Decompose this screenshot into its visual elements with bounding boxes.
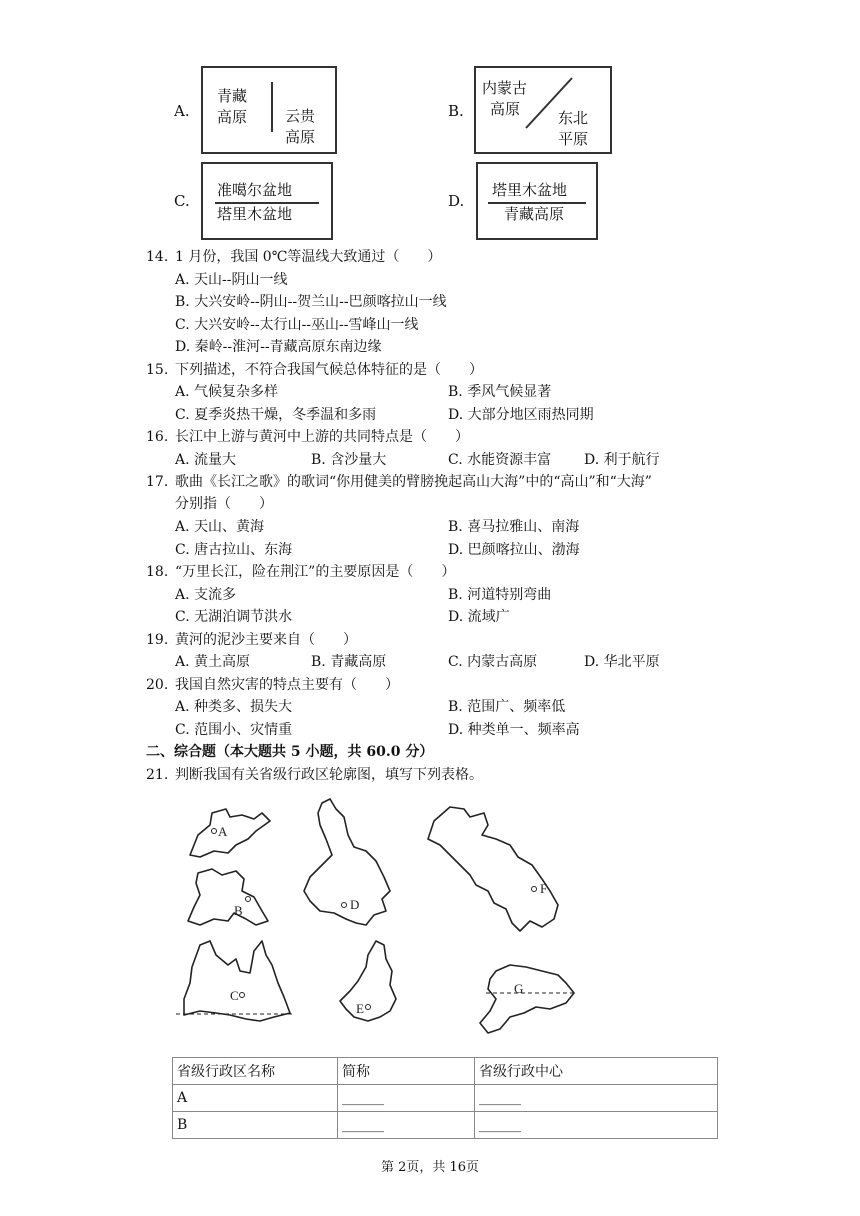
- q18-stem: “万里长江，险在荆江”的主要原因是（ ）: [175, 564, 456, 580]
- q20-stem: 我国自然灾害的特点主要有（ ）: [175, 677, 399, 693]
- q18-option-a: A. 支流多: [175, 587, 237, 603]
- q21-number: 21.: [146, 767, 169, 783]
- option-a-left-text-2: 高原: [217, 108, 248, 126]
- q21-table: [172, 1057, 718, 1139]
- q18-number: 18.: [146, 564, 169, 580]
- q20-option-b: B. 范围广、频率低: [448, 699, 566, 715]
- province-outline-g: [480, 965, 574, 1033]
- map-label-c: C: [230, 988, 239, 1003]
- province-outline-maps: [170, 795, 590, 1045]
- option-b-left-text-1: 内蒙古: [482, 79, 528, 97]
- table-header-row: [173, 1058, 718, 1085]
- q17-option-d: D. 巴颜喀拉山、渤海: [448, 542, 580, 558]
- table-cell-capital-blank[interactable]: ______: [475, 1085, 718, 1112]
- option-d-top-text: 塔里木盆地: [492, 181, 568, 199]
- option-b-right-text-2: 平原: [558, 130, 589, 148]
- q19-stem: 黄河的泥沙主要来自（ ）: [175, 632, 357, 648]
- option-d-label: D.: [448, 192, 465, 210]
- option-c-bottom-text: 塔里木盆地: [217, 205, 293, 223]
- q19-number: 19.: [146, 632, 169, 648]
- table-header-capital: 省级行政中心: [475, 1058, 718, 1085]
- table-cell-abbr-blank[interactable]: ______: [338, 1112, 475, 1139]
- option-a-divider: [271, 82, 273, 132]
- table-cell-name: B: [173, 1112, 338, 1139]
- option-a-right-text-2: 高原: [285, 128, 316, 146]
- q15-number: 15.: [146, 362, 169, 378]
- q20-option-d: D. 种类单一、频率高: [448, 722, 580, 738]
- q18-option-c: C. 无湖泊调节洪水: [175, 609, 293, 625]
- table-row: [173, 1085, 718, 1112]
- q18-option-b: B. 河道特别弯曲: [448, 587, 552, 603]
- table-cell-abbr-blank[interactable]: ______: [338, 1085, 475, 1112]
- q14-option-d: D. 秦岭--淮河--青藏高原东南边缘: [175, 339, 382, 355]
- option-a-diagram: [201, 66, 337, 154]
- q17-stem: 歌曲《长江之歌》的歌词“你用健美的臂膀挽起高山大海”中的“高山”和“大海”: [175, 474, 652, 490]
- map-label-d: D: [350, 897, 360, 912]
- q15-stem: 下列描述，不符合我国气候总体特征的是（ ）: [175, 362, 483, 378]
- province-outline-f: [428, 807, 558, 931]
- option-d-bottom-text: 青藏高原: [504, 205, 565, 223]
- q20-option-a: A. 种类多、损失大: [175, 699, 293, 715]
- option-c-label: C.: [174, 192, 190, 210]
- option-b-label: B.: [448, 102, 464, 120]
- table-header-abbr: 简称: [338, 1058, 475, 1085]
- q16-option-a: A. 流量大: [175, 452, 237, 468]
- option-b-diagonal: [476, 68, 610, 152]
- q19-option-b: B. 青藏高原: [311, 654, 387, 670]
- table-header-name: 省级行政区名称: [173, 1058, 338, 1085]
- option-a-left-text-1: 青藏: [217, 87, 248, 105]
- q17-option-b: B. 喜马拉雅山、南海: [448, 519, 580, 535]
- section-2-title: 二、综合题（本大题共 5 小题，共 60.0 分）: [146, 744, 434, 760]
- q21-stem: 判断我国有关省级行政区轮廓图，填写下列表格。: [175, 767, 483, 783]
- option-b-right-text-1: 东北: [558, 109, 589, 127]
- q15-option-a: A. 气候复杂多样: [175, 384, 279, 400]
- option-a-label: A.: [174, 102, 190, 120]
- q20-option-c: C. 范围小、灾情重: [175, 722, 293, 738]
- q20-number: 20.: [146, 677, 169, 693]
- province-outline-b: [188, 869, 268, 925]
- q19-option-d: D. 华北平原: [584, 654, 660, 670]
- map-label-g: G: [514, 981, 524, 996]
- map-label-a: A: [218, 824, 228, 839]
- option-a-right-text-1: 云贵: [285, 107, 316, 125]
- q14-stem: 1 月份，我国 0℃等温线大致通过（ ）: [175, 249, 442, 265]
- option-b-diagram: [474, 66, 612, 154]
- province-outline-a: [190, 809, 270, 857]
- option-b-left-text-2: 高原: [490, 100, 521, 118]
- q14-option-a: A. 天山--阴山一线: [175, 272, 288, 288]
- map-label-b: B: [234, 903, 243, 918]
- q14-option-b: B. 大兴安岭--阴山--贺兰山--巴颜喀拉山一线: [175, 294, 447, 310]
- table-cell-capital-blank[interactable]: ______: [475, 1112, 718, 1139]
- table-cell-name: A: [173, 1085, 338, 1112]
- q14-option-c: C. 大兴安岭--太行山--巫山--雪峰山一线: [175, 317, 419, 333]
- q19-option-a: A. 黄土高原: [175, 654, 251, 670]
- page-footer: 第 2页，共 16页: [380, 1160, 480, 1175]
- q14-number: 14.: [146, 249, 169, 265]
- option-c-top-text: 准噶尔盆地: [217, 181, 293, 199]
- q16-option-b: B. 含沙量大: [311, 452, 387, 468]
- q17-option-a: A. 天山、黄海: [175, 519, 265, 535]
- map-label-e: E: [356, 1001, 364, 1016]
- q16-stem: 长江中上游与黄河中上游的共同特点是（ ）: [175, 429, 469, 445]
- q16-option-d: D. 利于航行: [584, 452, 660, 468]
- q15-option-c: C. 夏季炎热干燥，冬季温和多雨: [175, 407, 377, 423]
- q16-number: 16.: [146, 429, 169, 445]
- q17-number: 17.: [146, 474, 169, 490]
- q15-option-d: D. 大部分地区雨热同期: [448, 407, 594, 423]
- q17-stem-continued: 分别指（ ）: [175, 496, 273, 512]
- province-outline-c: [184, 941, 290, 1021]
- province-outline-d: [304, 799, 390, 925]
- q16-option-c: C. 水能资源丰富: [448, 452, 552, 468]
- table-row: [173, 1112, 718, 1139]
- q19-option-c: C. 内蒙古高原: [448, 654, 538, 670]
- map-label-f: F: [540, 881, 548, 896]
- q18-option-d: D. 流域广: [448, 609, 510, 625]
- q15-option-b: B. 季风气候显著: [448, 384, 552, 400]
- option-d-diagram: [476, 162, 598, 240]
- q17-option-c: C. 唐古拉山、东海: [175, 542, 293, 558]
- option-c-diagram: [201, 162, 333, 240]
